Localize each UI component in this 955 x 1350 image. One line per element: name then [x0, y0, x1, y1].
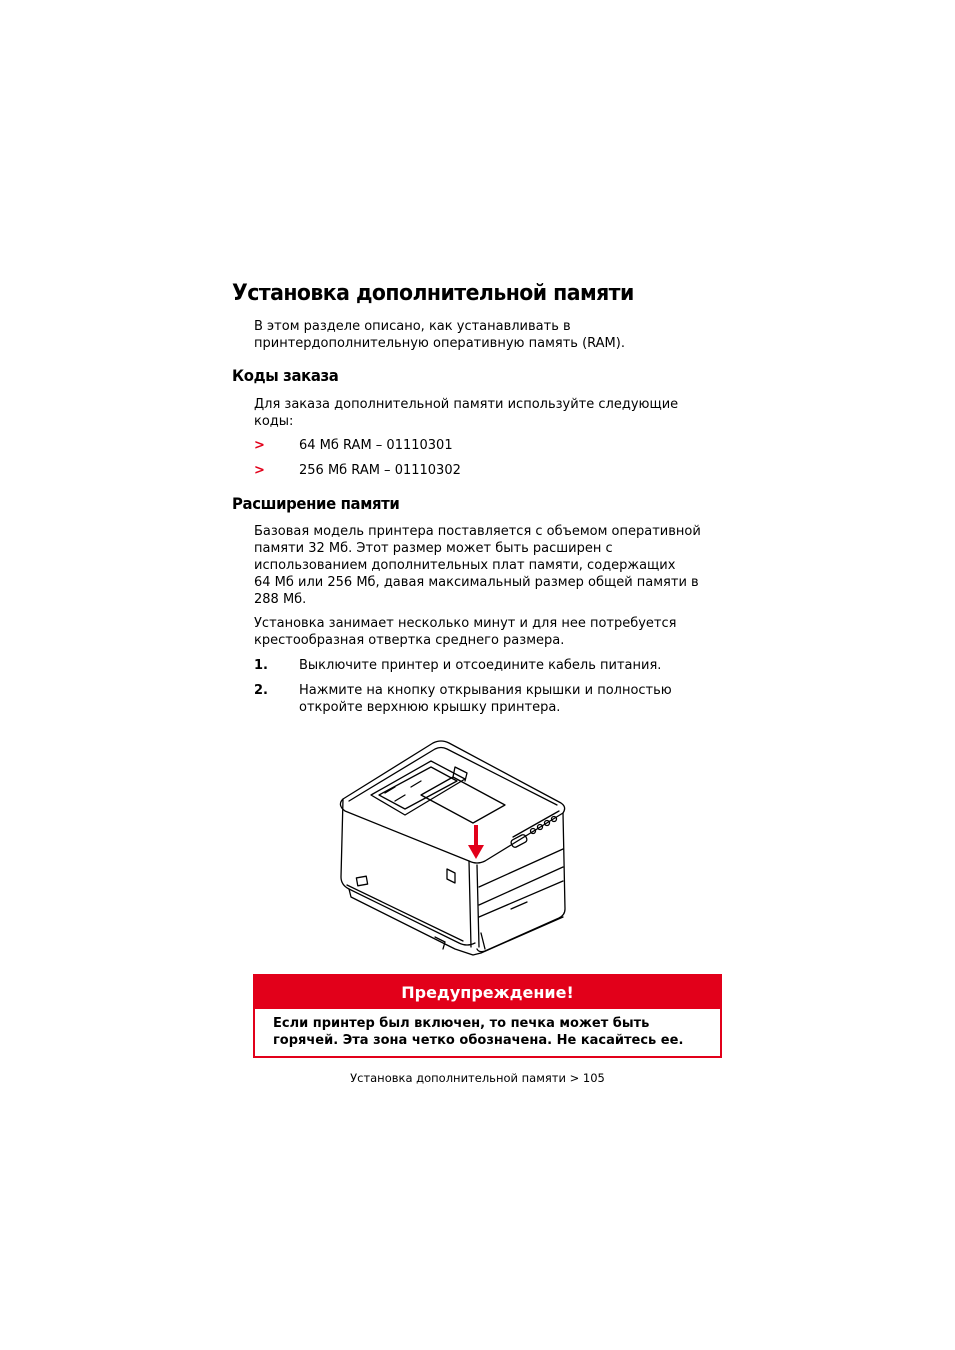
step-number: 1.: [254, 658, 268, 673]
expansion-line: памяти 32 Мб. Этот размер может быть расширен с: [254, 541, 613, 556]
step-line: откройте верхнюю крышку принтера.: [299, 700, 561, 715]
step-text: [299, 682, 672, 716]
intro-line: принтердополнительную оперативную память (RAM).: [254, 336, 625, 351]
page-title: Установка дополнительной памяти: [232, 281, 634, 306]
bullet-marker: >: [254, 463, 265, 478]
warning-body: [255, 1009, 720, 1049]
order-intro-line: Для заказа дополнительной памяти используйте следующие: [254, 397, 679, 412]
intro-line: В этом разделе описано, как устанавливать в: [254, 319, 571, 334]
step-text: [299, 657, 661, 674]
page-footer: Установка дополнительной памяти > 105: [350, 1071, 605, 1085]
bullet-marker: >: [254, 438, 265, 453]
order-codes-intro: [254, 396, 724, 430]
expansion-line: 64 Мб или 256 Мб, давая максимальный размер общей памяти в: [254, 575, 699, 590]
warning-line: Если принтер был включен, то печка может быть: [273, 1016, 650, 1031]
step-line: Выключите принтер и отсоедините кабель питания.: [299, 658, 662, 673]
step-line: Нажмите на кнопку открывания крышки и полностью: [299, 683, 672, 698]
expansion-paragraph-2: [254, 615, 724, 649]
intro-paragraph: [254, 318, 724, 352]
printer-illustration: [335, 737, 575, 957]
expansion-line: Базовая модель принтера поставляется с объемом оперативной: [254, 524, 701, 539]
warning-line: горячей. Эта зона четко обозначена. Не касайтесь ее.: [273, 1033, 684, 1048]
expansion-line: 288 Мб.: [254, 592, 307, 607]
order-code-text: 64 Мб RAM – 01110301: [299, 438, 453, 453]
warning-heading: Предупреждение!: [255, 976, 720, 1009]
order-codes-heading: Коды заказа: [232, 366, 339, 385]
step-number: 2.: [254, 683, 268, 698]
expansion-line: Установка занимает несколько минут и для нее потребуется: [254, 616, 677, 631]
expansion-heading: Расширение памяти: [232, 494, 400, 513]
order-intro-line: коды:: [254, 414, 294, 429]
order-code-text: 256 Мб RAM – 01110302: [299, 463, 461, 478]
expansion-paragraph-1: [254, 523, 724, 608]
warning-box: [253, 974, 722, 1058]
expansion-line: крестообразная отвертка среднего размера.: [254, 633, 565, 648]
expansion-line: использованием дополнительных плат памяти, содержащих: [254, 558, 676, 573]
